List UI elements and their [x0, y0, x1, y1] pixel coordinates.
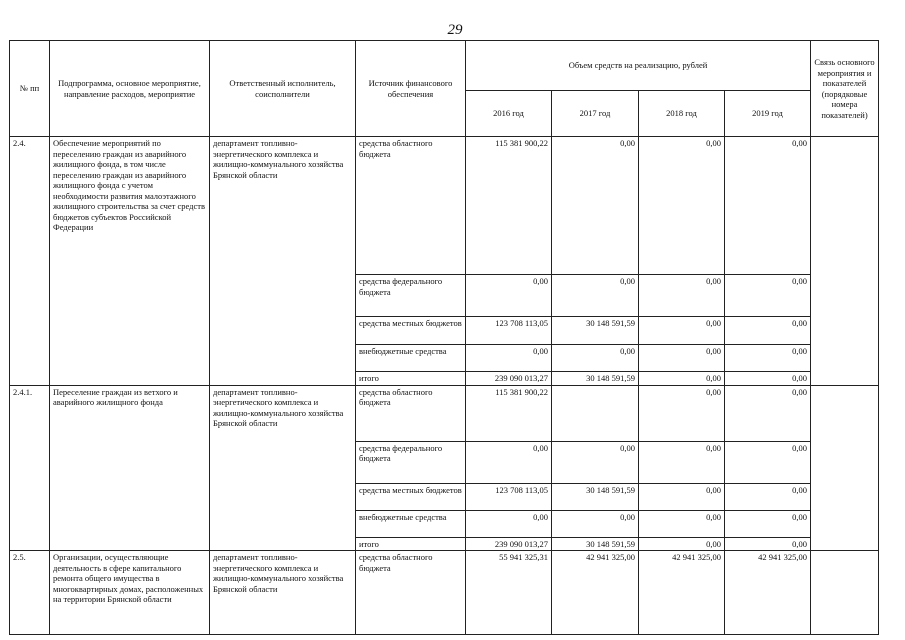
cell-value: 0,00	[725, 510, 811, 537]
col-header-year: 2017 год	[552, 91, 639, 137]
row-number: 2.4.	[10, 137, 50, 386]
col-header-source: Источник финансового обеспечения	[356, 41, 466, 137]
table-row	[10, 551, 879, 635]
budget-table	[9, 40, 879, 635]
cell-value: 0,00	[639, 345, 725, 372]
cell-value: 42 941 325,00	[639, 551, 725, 635]
page-number: 29	[447, 22, 463, 38]
row-executor: департамент топливно-энергетического комплекса и жилищно-коммунального хозяйства Брянской области	[210, 137, 356, 386]
row-executor: департамент топливно-энергетического комплекса и жилищно-коммунального хозяйства Брянской области	[210, 551, 356, 635]
cell-value: 0,00	[466, 275, 552, 317]
row-source-total: итого	[356, 537, 466, 551]
cell-value: 123 708 113,05	[466, 317, 552, 345]
cell-value: 0,00	[725, 137, 811, 275]
col-header-executor: Ответственный исполнитель, соисполнители	[210, 41, 356, 137]
cell-value	[552, 385, 639, 441]
row-source: внебюджетные средства	[356, 345, 466, 372]
cell-value: 30 148 591,59	[552, 483, 639, 510]
cell-value: 0,00	[639, 317, 725, 345]
cell-value: 0,00	[725, 385, 811, 441]
cell-total: 239 090 013,27	[466, 372, 552, 386]
cell-value: 0,00	[725, 483, 811, 510]
row-source: средства федерального бюджета	[356, 275, 466, 317]
cell-value: 0,00	[639, 483, 725, 510]
cell-value: 0,00	[639, 441, 725, 483]
row-source: средства местных бюджетов	[356, 483, 466, 510]
cell-total: 30 148 591,59	[552, 537, 639, 551]
cell-total: 0,00	[725, 537, 811, 551]
row-source: средства федерального бюджета	[356, 441, 466, 483]
col-header-volume: Объем средств на реализацию, рублей	[466, 41, 811, 91]
table-row	[10, 137, 879, 275]
table-row	[10, 385, 879, 441]
row-source: средства областного бюджета	[356, 551, 466, 635]
cell-value: 0,00	[552, 441, 639, 483]
cell-value: 42 941 325,00	[552, 551, 639, 635]
cell-value: 0,00	[552, 275, 639, 317]
cell-total: 0,00	[639, 537, 725, 551]
row-name: Переселение граждан из ветхого и аварийного жилищного фонда	[50, 385, 210, 551]
row-executor: департамент топливно-энергетического комплекса и жилищно-коммунального хозяйства Брянской области	[210, 385, 356, 551]
row-number: 2.4.1.	[10, 385, 50, 551]
col-header-year: 2016 год	[466, 91, 552, 137]
cell-value: 0,00	[552, 137, 639, 275]
col-header-subprogram: Подпрограмма, основное мероприятие, направление расходов, мероприятие	[50, 41, 210, 137]
row-number: 2.5.	[10, 551, 50, 635]
cell-value: 0,00	[725, 275, 811, 317]
row-source: средства областного бюджета	[356, 385, 466, 441]
row-name: Обеспечение мероприятий по переселению граждан из аварийного жилищного фонда, в том числе переселению граждан из аварийного жилищного фонда с учетом необходимости развития малоэтажного жилищного строительства за счет средств бюджетов субъектов Российской Федерации	[50, 137, 210, 386]
row-link	[811, 385, 879, 551]
cell-value: 55 941 325,31	[466, 551, 552, 635]
col-header-year: 2019 год	[725, 91, 811, 137]
cell-value: 0,00	[725, 317, 811, 345]
row-source-total: итого	[356, 372, 466, 386]
col-header-link: Связь основного мероприятия и показателей (порядковые номера показателей)	[811, 41, 879, 137]
col-header-year: 2018 год	[639, 91, 725, 137]
cell-value: 0,00	[639, 510, 725, 537]
cell-value: 115 381 900,22	[466, 385, 552, 441]
cell-value: 0,00	[639, 275, 725, 317]
cell-value: 123 708 113,05	[466, 483, 552, 510]
row-link	[811, 551, 879, 635]
cell-value: 115 381 900,22	[466, 137, 552, 275]
cell-value: 42 941 325,00	[725, 551, 811, 635]
cell-total: 0,00	[639, 372, 725, 386]
cell-total: 30 148 591,59	[552, 372, 639, 386]
cell-value: 0,00	[466, 510, 552, 537]
row-link	[811, 137, 879, 386]
cell-value: 0,00	[725, 441, 811, 483]
cell-total: 239 090 013,27	[466, 537, 552, 551]
col-header-num: № пп	[10, 41, 50, 137]
cell-value: 0,00	[552, 510, 639, 537]
row-name: Организации, осуществляющие деятельность в сфере капитального ремонта общего имущества в многоквартирных домах, расположенных на территории Брянской области	[50, 551, 210, 635]
cell-value: 30 148 591,59	[552, 317, 639, 345]
cell-value: 0,00	[466, 345, 552, 372]
cell-value: 0,00	[639, 385, 725, 441]
cell-value: 0,00	[466, 441, 552, 483]
row-source: средства местных бюджетов	[356, 317, 466, 345]
cell-value: 0,00	[639, 137, 725, 275]
row-source: средства областного бюджета	[356, 137, 466, 275]
row-source: внебюджетные средства	[356, 510, 466, 537]
cell-total: 0,00	[725, 372, 811, 386]
cell-value: 0,00	[725, 345, 811, 372]
cell-value: 0,00	[552, 345, 639, 372]
